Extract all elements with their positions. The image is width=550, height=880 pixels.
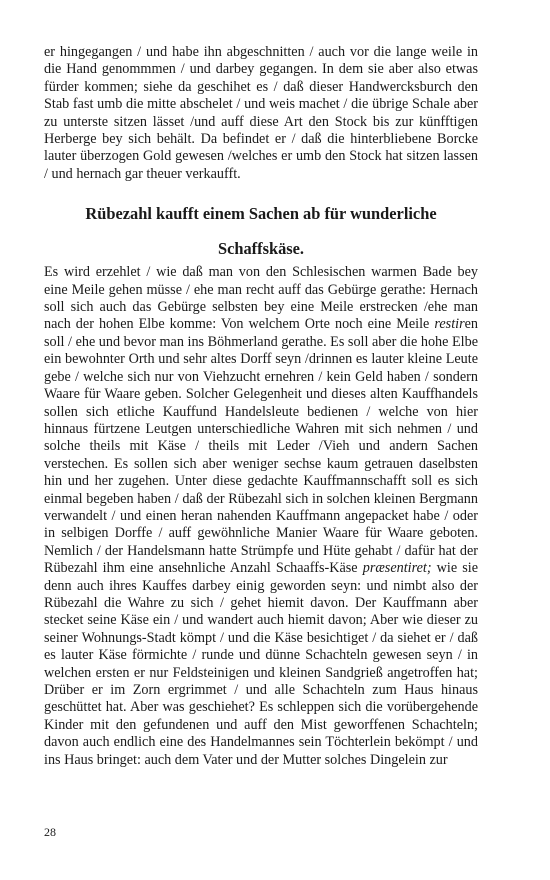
italic-word-praesentiret: præsentiret; — [362, 560, 432, 577]
page-number: 28 — [44, 825, 56, 839]
chapter-heading-line-2: Schaffskäse. — [217, 239, 305, 259]
chapter-text-part-1: Es wird erzehlet / wie daß man von den Schlesischen warmen Bade bey eine Meile gehen müsse / ehe man recht auff das Gebürge gerathe: Hernach soll sich auch das Gebürge selbsten bey eine Meile erstrecken /ehe man nach der hohen Elbe komme: Von welchem Orte noch eine Meile — [44, 264, 478, 333]
chapter-text-part-3: wie sie denn auch ihres Kauffes darbey einig geworden seyn: und nimbt also der Rübezahl die Wahre zu sich / gehet hiemit davon. Der Kauffmann aber stecket seine Käse ein / und wandert auch hiemit davon; Aber wie dieser zu seiner Wohnungs-Stadt kömpt / und die Käse besichtiget / da siehet er / daß es lauter Käse förmichte / runde und dünne Schachteln gewesen seyn / in welchen ersten er nur Feldsteinigen und kleinen Sandgrieß angetroffen hat; Drüber er im Zorn ergrimmet / und alle Schachteln zum Haus hinaus geschüttet hat. Aber was geschiehet? Es schleppen sich die vorübergehende Kinder mit den gefundenen und auff den Mist geworffenen Schachteln; davon auch endlich eine des Handelmannes sein Töchterlein bekömpt / und ins Haus bringet: auch dem Vater und der Mutter solches Dingelein zur — [44, 560, 479, 768]
italic-word-restir: restir — [434, 316, 465, 333]
chapter-paragraph — [44, 264, 478, 769]
chapter-text-part-2: en soll / ehe und bevor man ins Böhmerland gerathe. Es soll aber die hohe Elbe ein bewohnter Orth und sehr altes Dorff seyn /drinnen es lauter kleine Leute gebe / welche sich nur von Viehzucht ernehren / kein Geld haben / sondern Waare für Waare geben. Solcher Gelegenheit und dieses alten Kauffhandels sollen sich etliche Kauffund Handelsleute bedienen / welche von hier hinnaus fürtzene Leutgen unterschiedliche Wahren mit sich nehmen / und solche theils mit Käse / theils mit Leder /Vieh und andern Sachen verstechen. Es sollen sich aber weniger sechse kaum getrauen daselbsten hin und her zugehen. Unter diese gedachte Kauffmannschafft soll es sich einmal begeben haben / daß der Rübezahl sich in solchen kleinen Bergmann verwandelt / und einen heran nahenden Kauffmann angepacket habe / oder in selbigen Dorffe / auff gewöhnliche Manier Waare für Waare geboten. Nemlich / der Handelsmann hatte Strümpfe und Hüte gehabt / dafür hat der Rübezahl ihm eine ansehnliche Anzahl Schaaffs-Käse — [44, 316, 478, 577]
page-body — [44, 44, 478, 769]
paragraph-continued: er hingegangen / und habe ihn abgeschnitten / auch vor die lange weile in die Hand genommmen / und darbey gegangen. In dem sie aber also etwas fürder kommen; siehe da geschihet es / daß dieser Handwercksburch den Stab fast umb die mitte abschelet / und weis machet / die übrige Schale aber zu unterste sitzen lässet /und auff diese Art den Stock bis zur künfftigen Herberge bey sich behält. Da befindet er / daß die hinterbliebene Borcke lauter überzogen Gold gewesen /welches er umb den Stock hat sitzen lassen / und hernach gar theuer verkaufft. — [44, 44, 478, 182]
chapter-heading-line-1: Rübezahl kaufft einem Sachen ab für wunderliche — [85, 204, 437, 224]
